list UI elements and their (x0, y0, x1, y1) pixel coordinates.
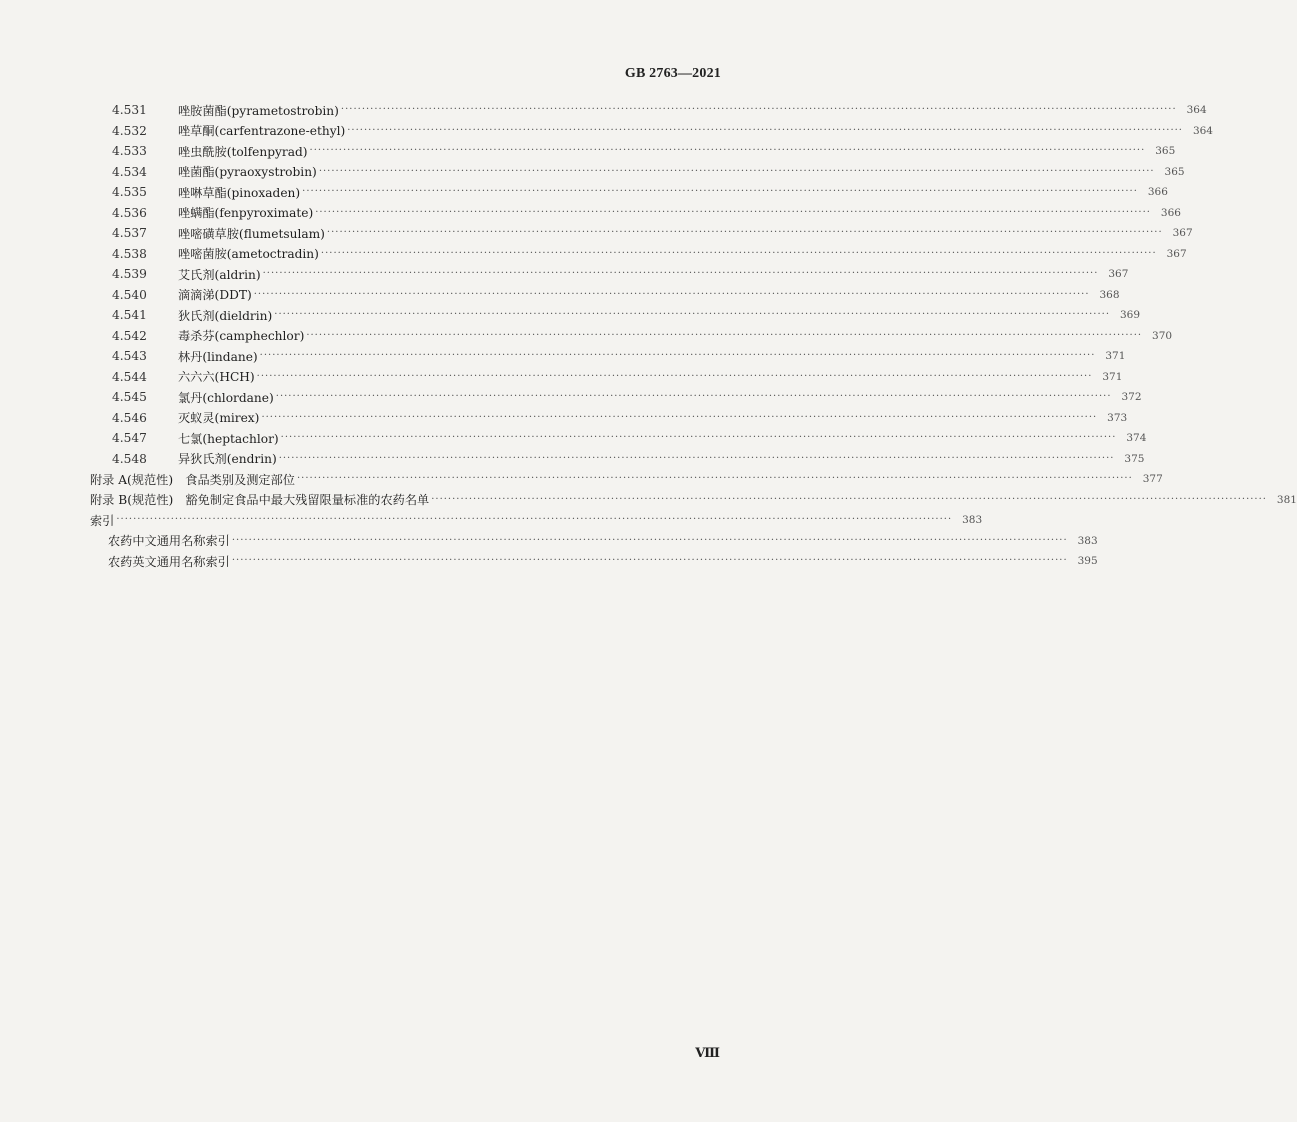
toc-leader-dots: ········································································································································································································ (253, 288, 1090, 300)
toc-entry[interactable] (90, 510, 983, 531)
toc-entry-title: 唑胺菌酯(pyrametostrobin) (178, 103, 339, 118)
toc-entry-number: 4.548 (112, 451, 147, 466)
toc-entry-page: 372 (1121, 391, 1142, 404)
toc-entry-number: 4.535 (112, 185, 147, 200)
toc-leader-dots: ········································································································································································································ (280, 432, 1117, 444)
toc-entry-number: 4.543 (112, 349, 147, 364)
toc-entry[interactable] (90, 408, 1128, 429)
toc-entry-title: 唑草酮(carfentrazone-ethyl) (178, 124, 346, 139)
toc-leader-dots: ········································································································································································································ (262, 268, 1099, 280)
toc-leader-dots: ········································································································································································································ (231, 534, 1068, 546)
toc-entry[interactable] (90, 305, 1141, 326)
toc-leader-dots: ········································································································································································································ (274, 309, 1111, 321)
toc-entry-page: 373 (1107, 411, 1128, 424)
toc-entry[interactable] (90, 551, 1098, 572)
toc-entry[interactable] (90, 428, 1147, 449)
toc-entry-page: 364 (1186, 104, 1207, 117)
toc-entry[interactable] (90, 203, 1181, 224)
toc-entry[interactable] (90, 346, 1126, 367)
toc-entry[interactable] (90, 469, 1163, 490)
toc-entry[interactable] (90, 490, 1297, 511)
toc-entry-page: 383 (1077, 534, 1098, 547)
toc-leader-dots: ········································································································································································································ (116, 514, 953, 526)
toc-entry-number: 4.547 (112, 431, 147, 446)
toc-entry-title: 唑螨酯(fenpyroximate) (178, 206, 314, 221)
toc-entry-page: 365 (1155, 145, 1176, 158)
toc-entry-page: 366 (1160, 206, 1181, 219)
toc-leader-dots: ········································································································································································································ (309, 145, 1146, 157)
toc-entry-title: 七氯(heptachlor) (178, 431, 279, 446)
toc-leader-dots: ········································································································································································································ (318, 165, 1155, 177)
toc-entry-page: 374 (1126, 432, 1147, 445)
toc-entry-page: 366 (1147, 186, 1168, 199)
toc-entry-page: 364 (1192, 124, 1213, 137)
toc-entry-title: 六六六(HCH) (178, 370, 255, 385)
toc-entry[interactable] (90, 244, 1187, 265)
toc-entry-number: 4.533 (112, 144, 147, 159)
toc-entry[interactable] (90, 121, 1213, 142)
toc-entry-page: 365 (1164, 165, 1185, 178)
toc-entry-title: 毒杀芬(camphechlor) (178, 329, 305, 344)
toc-entry-title: 唑啉草酯(pinoxaden) (178, 185, 301, 200)
toc-leader-dots: ········································································································································································································ (326, 227, 1163, 239)
toc-entry-page: 383 (962, 514, 983, 527)
toc-entry[interactable] (90, 387, 1142, 408)
toc-entry[interactable] (90, 367, 1123, 388)
toc-leader-dots: ········································································································································································································ (320, 247, 1157, 259)
toc-entry-title: 农药中文通用名称索引 (108, 534, 230, 549)
toc-leader-dots: ········································································································································································································ (256, 370, 1093, 382)
toc-entry-page: 371 (1102, 370, 1123, 383)
toc-entry-title: 附录 B(规范性) 豁免制定食品中最大残留限量标准的农药名单 (90, 493, 430, 508)
toc-entry[interactable] (90, 531, 1098, 552)
toc-leader-dots: ········································································································································································································ (259, 350, 1096, 362)
toc-entry-title: 狄氏剂(dieldrin) (178, 308, 273, 323)
toc-entry[interactable] (90, 223, 1193, 244)
toc-entry-number: 4.532 (112, 123, 147, 138)
table-of-contents (90, 100, 1297, 572)
toc-leader-dots: ········································································································································································································ (340, 104, 1177, 116)
toc-entry-title: 索引 (90, 513, 115, 528)
toc-entry-page: 381 (1276, 493, 1297, 506)
toc-leader-dots: ········································································································································································································ (302, 186, 1138, 198)
toc-entry-title: 滴滴涕(DDT) (178, 288, 252, 303)
toc-entry-number: 4.537 (112, 226, 147, 241)
toc-entry[interactable] (90, 326, 1173, 347)
toc-entry-page: 375 (1124, 452, 1145, 465)
toc-entry[interactable] (90, 264, 1129, 285)
page-folio: Ⅷ (695, 1046, 719, 1061)
toc-entry[interactable] (90, 141, 1176, 162)
toc-entry-title: 林丹(lindane) (178, 349, 258, 364)
toc-entry-page: 367 (1108, 268, 1129, 281)
toc-entry-number: 4.546 (112, 410, 147, 425)
toc-leader-dots: ········································································································································································································ (275, 391, 1112, 403)
toc-entry-page: 369 (1119, 309, 1141, 322)
toc-entry[interactable] (90, 285, 1120, 306)
toc-entry-title: 氯丹(chlordane) (178, 390, 274, 405)
toc-entry-page: 377 (1142, 473, 1163, 486)
toc-entry-number: 4.538 (112, 246, 147, 261)
standard-number: GB 2763—2021 (624, 66, 721, 81)
toc-leader-dots: ········································································································································································································ (431, 493, 1267, 505)
toc-leader-dots: ········································································································································································································ (347, 124, 1183, 136)
toc-entry-title: 艾氏剂(aldrin) (178, 267, 261, 282)
toc-entry-page: 370 (1152, 329, 1173, 342)
toc-leader-dots: ········································································································································································································ (306, 329, 1143, 341)
toc-entry-title: 异狄氏剂(endrin) (178, 452, 277, 467)
toc-entry-title: 附录 A(规范性) 食品类别及测定部位 (90, 472, 295, 487)
toc-entry-number: 4.531 (112, 103, 147, 118)
toc-entry-title: 唑嘧菌胺(ametoctradin) (178, 247, 319, 262)
toc-entry-number: 4.536 (112, 205, 147, 220)
toc-leader-dots: ········································································································································································································ (231, 555, 1068, 567)
toc-entry[interactable] (90, 162, 1185, 183)
toc-leader-dots: ········································································································································································································ (278, 452, 1115, 464)
toc-entry-page: 368 (1099, 288, 1120, 301)
toc-entry[interactable] (90, 182, 1168, 203)
toc-entry-number: 4.534 (112, 164, 147, 179)
toc-entry-title: 灭蚁灵(mirex) (178, 411, 260, 426)
toc-leader-dots: ········································································································································································································ (315, 206, 1151, 218)
toc-entry-page: 367 (1172, 227, 1193, 240)
toc-entry-number: 4.544 (112, 369, 147, 384)
toc-entry-title: 唑虫酰胺(tolfenpyrad) (178, 144, 308, 159)
toc-leader-dots: ········································································································································································································ (297, 473, 1133, 485)
toc-entry-number: 4.539 (112, 267, 147, 282)
toc-leader-dots: ········································································································································································································ (261, 411, 1098, 423)
toc-entry-page: 371 (1105, 350, 1126, 363)
toc-entry-title: 唑菌酯(pyraoxystrobin) (178, 165, 317, 180)
toc-entry[interactable] (90, 449, 1145, 470)
toc-entry-title: 唑嘧磺草胺(flumetsulam) (178, 226, 325, 241)
toc-entry-title: 农药英文通用名称索引 (108, 554, 230, 569)
toc-entry-number: 4.541 (112, 308, 147, 323)
toc-entry-number: 4.540 (112, 287, 147, 302)
toc-entry-number: 4.542 (112, 328, 147, 343)
toc-entry-page: 395 (1077, 555, 1098, 568)
toc-entry[interactable] (90, 100, 1207, 121)
toc-entry-number: 4.545 (112, 390, 147, 405)
toc-entry-page: 367 (1166, 247, 1187, 260)
